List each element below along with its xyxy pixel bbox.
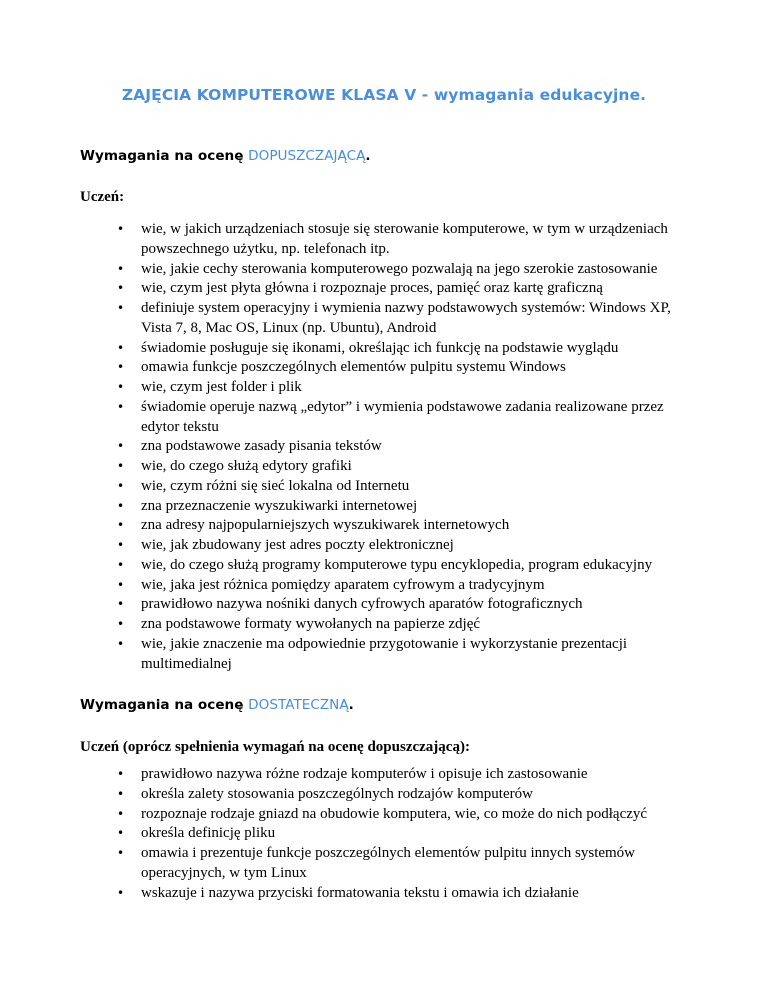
list-item: • świadomie posługuje się ikonami, określając ich funkcję na podstawie wyglądu — [80, 339, 680, 359]
list-item: • wie, jakie znaczenie ma odpowiednie przygotowanie i wykorzystanie prezentacji multimedialnej — [80, 635, 680, 675]
list-item: • wie, jak zbudowany jest adres poczty elektronicznej — [80, 536, 680, 556]
section-heading-suffix: . — [365, 148, 371, 164]
requirements-list-dopuszczajaca — [80, 220, 680, 674]
list-item: • prawidłowo nazywa różne rodzaje komputerów i opisuje ich zastosowanie — [80, 765, 680, 785]
section-heading-suffix: . — [348, 697, 354, 713]
list-item: • wie, czym jest folder i plik — [80, 378, 680, 398]
list-item: • wie, jakie cechy sterowania komputerowego pozwalają na jego szerokie zastosowanie — [80, 260, 680, 280]
list-item: • prawidłowo nazywa nośniki danych cyfrowych aparatów fotograficznych — [80, 595, 680, 615]
list-item: • omawia funkcje poszczególnych elementów pulpitu systemu Windows — [80, 358, 680, 378]
list-item: • rozpoznaje rodzaje gniazd na obudowie komputera, wie, co może do nich podłączyć — [80, 805, 680, 825]
list-item: • zna podstawowe formaty wywołanych na papierze zdjęć — [80, 615, 680, 635]
list-item: • wie, w jakich urządzeniach stosuje się sterowanie komputerowe, w tym w urządzeniach powszechnego użytku, np. telefonach itp. — [80, 220, 680, 260]
section-heading-prefix: Wymagania na ocenę — [80, 697, 249, 713]
list-item: • wie, czym jest płyta główna i rozpoznaje proces, pamięć oraz kartę graficzną — [80, 279, 680, 299]
document-title: ZAJĘCIA KOMPUTEROWE KLASA V - wymagania edukacyjne. — [121, 86, 647, 104]
list-item: • omawia i prezentuje funkcje poszczególnych elementów pulpitu innych systemów operacyjnych, w tym Linux — [80, 844, 680, 884]
list-item: • określa zalety stosowania poszczególnych rodzajów komputerów — [80, 785, 680, 805]
list-item: • wskazuje i nazywa przyciski formatowania tekstu i omawia ich działanie — [80, 884, 680, 904]
list-item: • wie, do czego służą programy komputerowe typu encyklopedia, program edukacyjny — [80, 556, 680, 576]
section-heading-dostateczna — [80, 697, 354, 713]
requirements-list-dostateczna — [80, 765, 680, 903]
list-item: • zna podstawowe zasady pisania tekstów — [80, 437, 680, 457]
section-heading-dopuszczajaca — [80, 148, 371, 164]
list-item: • zna adresy najpopularniejszych wyszukiwarek internetowych — [80, 516, 680, 536]
list-item: • wie, czym różni się sieć lokalna od Internetu — [80, 477, 680, 497]
grade-label: DOPUSZCZAJĄCĄ — [248, 148, 366, 164]
list-item: • zna przeznaczenie wyszukiwarki internetowej — [80, 497, 680, 517]
section-heading-prefix: Wymagania na ocenę — [80, 148, 249, 164]
grade-label: DOSTATECZNĄ — [248, 697, 349, 713]
section-subheading: Uczeń (oprócz spełnienia wymagań na ocenę dopuszczającą): — [80, 739, 470, 755]
list-item: • określa definicję pliku — [80, 824, 680, 844]
list-item: • wie, do czego służą edytory grafiki — [80, 457, 680, 477]
list-item: • definiuje system operacyjny i wymienia nazwy podstawowych systemów: Windows XP, Vista 7, 8, Mac OS, Linux (np. Ubuntu), Android — [80, 299, 680, 339]
list-item: • świadomie operuje nazwą „edytor” i wymienia podstawowe zadania realizowane przez edytor tekstu — [80, 398, 680, 438]
section-subheading: Uczeń: — [80, 189, 125, 205]
list-item: • wie, jaka jest różnica pomiędzy aparatem cyfrowym a tradycyjnym — [80, 576, 680, 596]
